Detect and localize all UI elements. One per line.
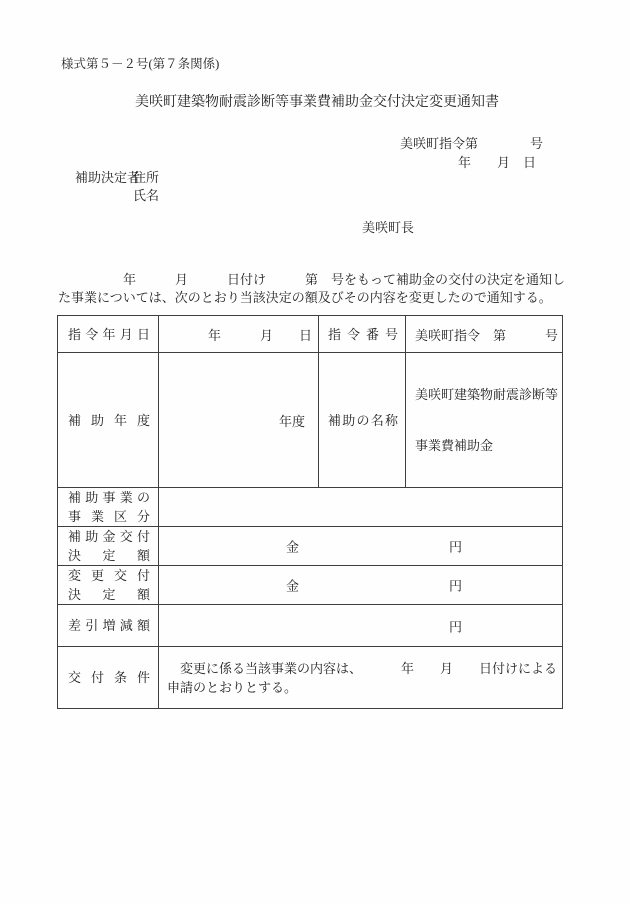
changed-decision-amount-label-cell bbox=[58, 566, 159, 605]
table-row bbox=[58, 527, 563, 566]
date-line: 年 月 日 bbox=[458, 155, 537, 170]
project-category-value-cell bbox=[159, 488, 563, 527]
directive-date-value-cell: 年 月 日 bbox=[159, 316, 319, 353]
directive-date-label-cell bbox=[58, 316, 159, 353]
notification-table bbox=[57, 315, 563, 709]
project-category-label-line2: 事 業 区 分 bbox=[68, 509, 150, 524]
document-title: 美咲町建築物耐震診断等事業費補助金交付決定変更通知書 bbox=[135, 95, 499, 110]
subsidy-name-value-cell bbox=[406, 353, 563, 488]
subsidy-decider-label: 補助決定者 bbox=[75, 170, 141, 185]
body-paragraph-line2: た事業については、次のとおり当該決定の額及びその内容を変更したので通知する。 bbox=[58, 290, 552, 305]
directive-number-line: 美咲町指令第 号 bbox=[400, 136, 544, 151]
subsidy-year-label: 補 助 年 度 bbox=[68, 412, 150, 428]
grant-conditions-line1-left: 変更に係る当該事業の内容は、 bbox=[167, 660, 363, 676]
changed-decision-amount-label-line2: 決 定 額 bbox=[68, 587, 150, 602]
grant-decision-amount-value-cell bbox=[159, 527, 563, 566]
grant-decision-amount-label-line2: 決 定 額 bbox=[68, 548, 150, 563]
grant-conditions-line1-right: 年 月 日付けによる bbox=[400, 660, 557, 676]
changed-decision-amount-suffix: 円 bbox=[449, 578, 463, 594]
grant-decision-amount-label-cell bbox=[58, 527, 159, 566]
table-row bbox=[58, 353, 563, 488]
net-change-amount-label-cell bbox=[58, 605, 159, 647]
grant-conditions-label: 交 付 条 件 bbox=[68, 670, 150, 685]
subsidy-name-label: 補 助 の 名 称 bbox=[328, 412, 398, 428]
subsidy-name-label-cell bbox=[319, 353, 406, 488]
grant-conditions-label-cell bbox=[58, 647, 159, 709]
changed-decision-amount-label-line1: 変 更 交 付 bbox=[68, 568, 150, 583]
grant-conditions-line2: 申請のとおりとする。 bbox=[167, 679, 298, 695]
grant-conditions-line1 bbox=[167, 659, 557, 678]
net-change-amount-value-cell bbox=[159, 605, 563, 647]
grant-decision-amount-label-line1: 補 助 金 交 付 bbox=[68, 529, 150, 544]
grant-decision-amount-suffix: 円 bbox=[449, 539, 463, 555]
directive-number-label: 指 令 番 号 bbox=[328, 326, 398, 342]
body-paragraph-line1: 年 月 日付け 第 号をもって補助金の交付の決定を通知し bbox=[58, 272, 566, 287]
table-row bbox=[58, 316, 563, 353]
grant-decision-amount-prefix: 金 bbox=[286, 539, 300, 555]
table-row bbox=[58, 566, 563, 605]
table-row bbox=[58, 647, 563, 709]
subsidy-year-label-cell bbox=[58, 353, 159, 488]
subsidy-year-value-cell: 年度 bbox=[159, 353, 319, 488]
table-row bbox=[58, 488, 563, 527]
changed-decision-amount-value-cell bbox=[159, 566, 563, 605]
project-category-label-line1: 補 助 事 業 の bbox=[68, 490, 150, 505]
name-label: 氏名 bbox=[133, 188, 160, 203]
directive-date-label: 指 令 年 月 日 bbox=[68, 326, 150, 342]
project-category-label-cell bbox=[58, 488, 159, 527]
net-change-amount-label: 差 引 増 減 額 bbox=[68, 618, 150, 633]
directive-number-value-cell: 美咲町指令 第 号 bbox=[406, 316, 563, 353]
subsidy-name-value-line1: 美咲町建築物耐震診断等 bbox=[415, 387, 559, 402]
form-number: 様式第５－２号(第７条関係) bbox=[61, 57, 220, 71]
subsidy-name-value-line2: 事業費補助金 bbox=[415, 438, 494, 453]
table-row bbox=[58, 605, 563, 647]
grant-conditions-value-cell bbox=[159, 647, 563, 709]
changed-decision-amount-prefix: 金 bbox=[286, 578, 300, 594]
directive-number-label-cell bbox=[319, 316, 406, 353]
mayor-title: 美咲町長 bbox=[362, 220, 415, 235]
net-change-amount-suffix: 円 bbox=[449, 619, 463, 634]
address-label: 住所 bbox=[133, 170, 160, 185]
